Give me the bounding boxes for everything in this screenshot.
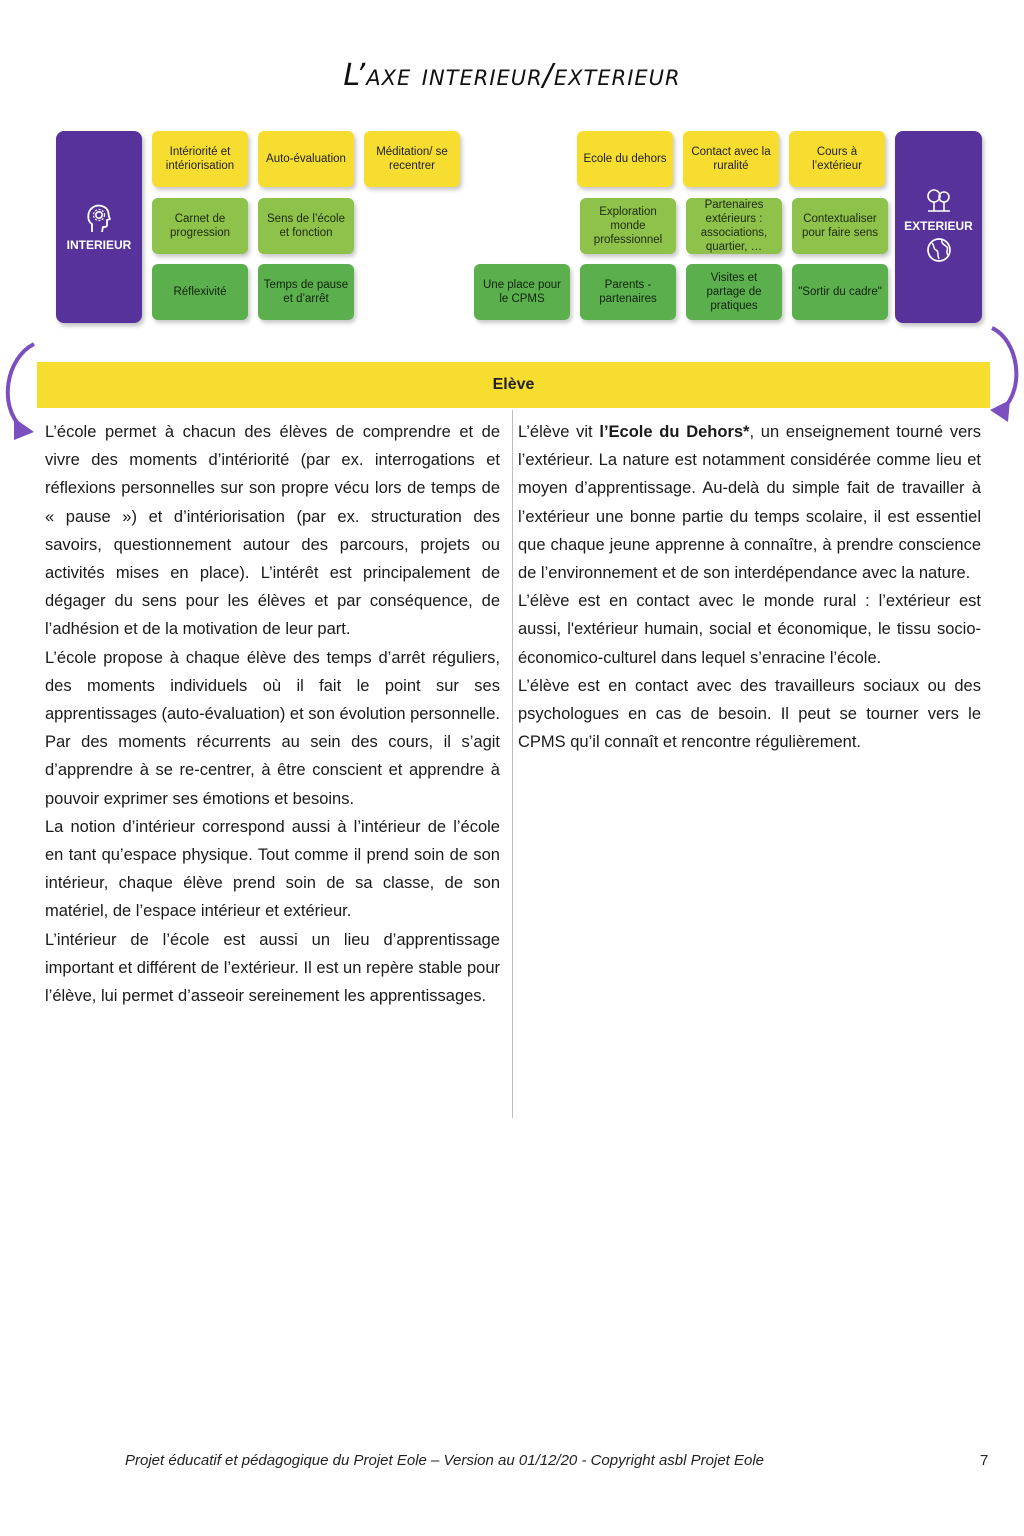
interieur-card	[56, 131, 142, 323]
left-curved-arrow-icon	[0, 336, 36, 446]
interieur-label: INTERIEUR	[66, 238, 132, 252]
footer-text: Projet éducatif et pédagogique du Projet Eole – Version au 01/12/20 - Copyright asbl Projet Eole	[125, 1452, 765, 1469]
page-number: 7	[980, 1452, 989, 1469]
left-paragraph: L’école propose à chaque élève des temps d’arrêt réguliers, des moments individuels où il fait le point sur ses apprentissages (auto-évaluation) et son évolution personnelle. Par des moments récurrents au sein des cours, il s’agit d’apprendre à se re-centrer, à être conscient et apprendre à pouvoir exprimer ses émotions et besoins.	[45, 648, 500, 808]
right-paragraph: L’élève est en contact avec des travailleurs sociaux ou des psychologues en cas de besoin. Il peut se tourner vers le CPMS qu’il connaît et rencontre régulièrement.	[518, 676, 981, 752]
box-reflexivite: Réflexivité	[152, 264, 248, 320]
eleve-label: Elève	[492, 376, 535, 393]
box-visites: Visites et partage de pratiques	[686, 264, 782, 320]
right-column	[518, 418, 981, 756]
head-gear-icon	[84, 202, 114, 234]
box-carnet: Carnet de progression	[152, 198, 248, 254]
box-sens: Sens de l’école et fonction	[258, 198, 354, 254]
left-paragraph: L’intérieur de l’école est aussi un lieu d’apprentissage important et différent de l’extérieur. Il est un repère stable pour l’élève, lui permet d’asseoir sereinement les apprentissages.	[45, 930, 500, 1006]
box-ruralite: Contact avec la ruralité	[683, 131, 779, 187]
page-title: L’axe interieur/exterieur	[343, 58, 681, 93]
exterieur-card	[895, 131, 982, 323]
globe-icon	[926, 237, 952, 263]
box-cpms: Une place pour le CPMS	[474, 264, 570, 320]
column-divider	[512, 410, 513, 1118]
box-interiorite: Intériorité et intériorisation	[152, 131, 248, 187]
box-ecole-dehors: Ecole du dehors	[577, 131, 673, 187]
ecole-du-dehors-emphasis: l’Ecole du Dehors*	[599, 423, 750, 441]
right-curved-arrow-icon	[988, 318, 1024, 428]
box-temps-pause: Temps de pause et d’arrêt	[258, 264, 354, 320]
trees-icon	[924, 187, 954, 213]
box-auto-evaluation: Auto-évaluation	[258, 131, 354, 187]
box-contextualiser: Contextualiser pour faire sens	[792, 198, 888, 254]
right-paragraph: L’élève est en contact avec le monde rural : l’extérieur est aussi, l'extérieur humain, social et économique, le tissu socio-économico-culturel dans lequel s’enracine l’école.	[518, 592, 981, 667]
box-parents: Parents - partenaires	[580, 264, 676, 320]
left-column	[45, 418, 500, 1010]
left-paragraph: L’école permet à chacun des élèves de comprendre et de vivre des moments d’intériorité (par ex. interrogations et réflexions personnelles sur son propre vécu lors de temps de « pause ») et d’intériorisation (par ex. structuration des savoirs, questionnement autour des parcours, projets ou activités mises en place). L’intérêt est principalement de dégager du sens pour les élèves et par conséquence, de l’adhésion et de la motivation de leur part.	[45, 423, 500, 639]
box-sortir: "Sortir du cadre"	[792, 264, 888, 320]
box-cours-exterieur: Cours à l’extérieur	[789, 131, 885, 187]
box-meditation: Méditation/ se recentrer	[364, 131, 460, 187]
box-exploration: Exploration monde professionnel	[580, 198, 676, 254]
exterieur-label: EXTERIEUR	[904, 219, 973, 233]
box-partenaires: Partenaires extérieurs : associations, quartier, …	[686, 198, 782, 254]
left-paragraph: La notion d’intérieur correspond aussi à l’intérieur de l’école en tant qu’espace physique. Tout comme il prend soin de son intérieur, chaque élève prend soin de sa classe, de son matériel, de l’espace intérieur et extérieur.	[45, 817, 500, 921]
eleve-band	[37, 362, 990, 408]
right-paragraph: L’élève vit l’Ecole du Dehors*, un enseignement tourné vers l’extérieur. La nature est notamment considérée comme lieu et moyen d’apprentissage. Au-delà du simple fait de travailler à l’extérieur une bonne partie du temps scolaire, il est essentiel que chaque jeune apprenne à connaître, à prendre conscience de l’environnement et de son interdépendance avec la nature.	[518, 423, 982, 583]
